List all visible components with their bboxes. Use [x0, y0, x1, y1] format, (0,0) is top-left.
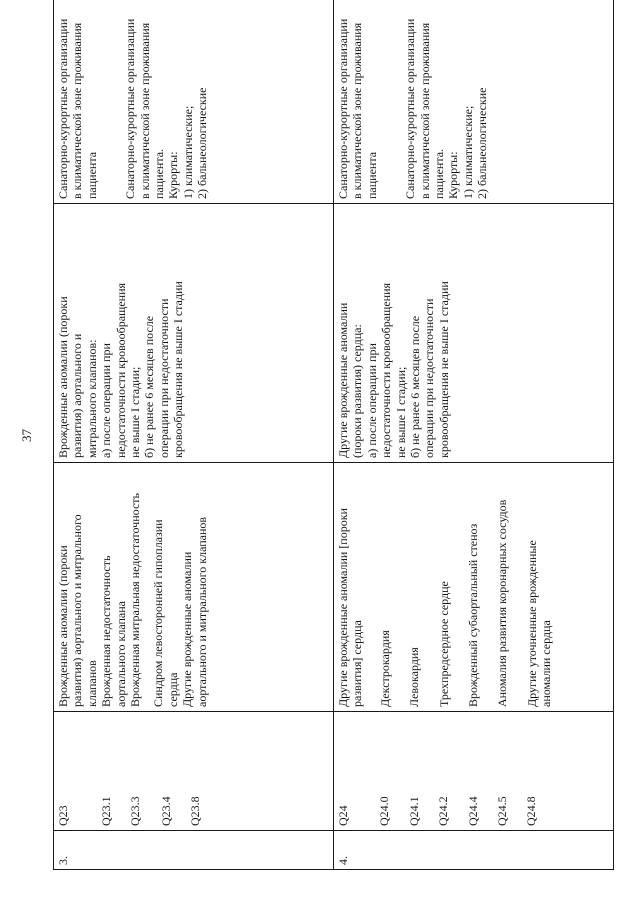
- diagnosis-code: Q24.1: [406, 796, 421, 826]
- diagnosis-codes: [334, 712, 614, 831]
- diagnosis-name: Трехпредсердное сердце: [436, 581, 451, 707]
- diagnosis-code: Q23.4: [159, 796, 174, 826]
- organizations-cell: [334, 0, 614, 204]
- diagnosis-name: Левокардия: [407, 647, 422, 707]
- diagnosis-code: Q24.2: [436, 796, 451, 826]
- diagnosis-name: Врожденные аномалии (пороки развития) аортального и митрального клапанов: [56, 514, 99, 707]
- diagnosis-code: Q23.8: [187, 796, 202, 826]
- diagnosis-name: Другие врожденные аномалии аортального и митрального клапанов: [180, 516, 209, 707]
- document-table-sheet: [53, 18, 613, 870]
- diagnosis-code: Q23.1: [99, 796, 114, 826]
- diagnosis-name: Аномалия развития коронарных сосудов: [495, 499, 510, 707]
- organization-resorts-text: Санаторно-курортные организации в климатической зоне проживания пациента. Курорты: 1) климатические; 2) бальнеологические: [123, 18, 210, 199]
- page-number: 37: [19, 429, 34, 442]
- organizations-cell: [54, 0, 334, 204]
- diagnosis-code: Q23: [56, 805, 70, 826]
- diagnosis-code: Q23.3: [127, 796, 142, 826]
- disease-table: [53, 0, 614, 870]
- diagnosis-name: Врожденная митральная недостаточность: [128, 493, 143, 707]
- conditions-text: Врожденные аномалии (пороки развития) аортального и митрального клапанов: а) после операции при недостаточности кровообращения не выше I стадии; б) не ранее 6 месяцев после операции при недостаточности кровообращения не выше I стадии: [54, 204, 334, 463]
- diagnosis-names: [334, 463, 614, 712]
- table-row: [54, 0, 334, 870]
- diagnosis-code: Q24: [336, 805, 350, 826]
- organization-text: Санаторно-курортные организации в климатической зоне проживания пациента: [56, 18, 99, 199]
- diagnosis-name: Другие уточненные врожденные аномалии сердца: [524, 540, 554, 707]
- diagnosis-code: Q24.4: [465, 796, 480, 826]
- diagnosis-name: Синдром левосторонней гипоплазии сердца: [151, 519, 180, 707]
- conditions-text: Другие врожденные аномалии (пороки развития) сердца: а) после операции при недостаточности кровообращения не выше I стадии; б) не ранее 6 месяцев после операции при недостаточности кровообращения не выше I стадии: [334, 204, 614, 463]
- organization-text: Санаторно-курортные организации в климатической зоне проживания пациента: [336, 18, 379, 199]
- table-row: [334, 0, 614, 870]
- diagnosis-code: Q24.8: [524, 796, 539, 826]
- row-number: 4.: [334, 831, 614, 870]
- diagnosis-codes: [54, 712, 334, 831]
- diagnosis-name: Врожденная недостаточность аортального клапана: [99, 555, 128, 707]
- organization-resorts-text: Санаторно-курортные организации в климатической зоне проживания пациента. Курорты: 1) климатические; 2) бальнеологические: [403, 18, 490, 199]
- diagnosis-name: Другие врожденные аномалии [пороки развития] сердца: [336, 508, 365, 707]
- diagnosis-code: Q24.5: [495, 796, 510, 826]
- diagnosis-name: Врожденный субаортальный стеноз: [466, 523, 481, 707]
- row-number: 3.: [54, 831, 334, 870]
- diagnosis-name: Декстрокардия: [377, 630, 392, 707]
- diagnosis-code: Q24.0: [377, 796, 392, 826]
- diagnosis-names: [54, 463, 334, 712]
